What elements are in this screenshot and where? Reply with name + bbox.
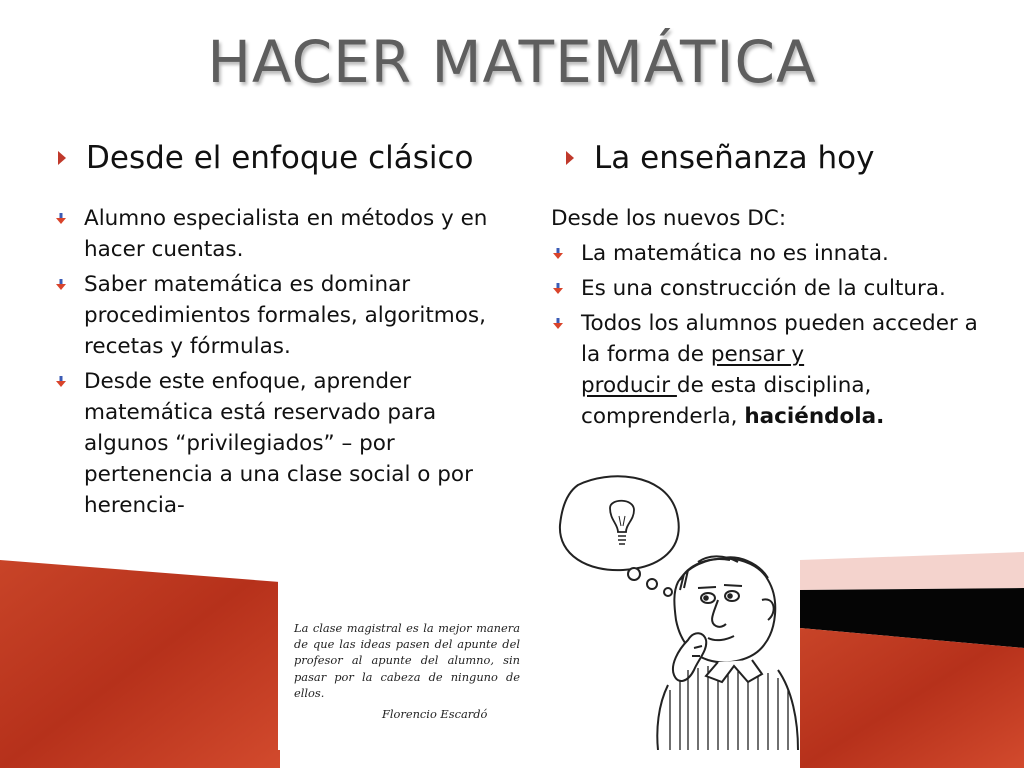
list-item: Es una construcción de la cultura. — [551, 273, 981, 304]
arrow-bullet-icon — [56, 279, 66, 291]
list-item: Saber matemática es dominar procedimientos formales, algoritmos, recetas y fórmulas. — [54, 269, 494, 362]
right-red-band — [800, 628, 1024, 768]
list-item: Desde este enfoque, aprender matemática está reservado para algunos “privilegiados” – por pertenencia a una clase social o por herencia- — [54, 366, 494, 521]
list-item: La matemática no es innata. — [551, 238, 981, 269]
arrow-bullet-icon — [56, 376, 66, 388]
right-heading — [566, 140, 874, 176]
list-item: Alumno especialista en métodos y en hacer cuentas. — [54, 203, 494, 265]
thinking-man-illustration — [548, 470, 800, 750]
left-heading — [58, 140, 474, 176]
left-list — [54, 203, 494, 525]
triangle-bullet-icon — [58, 151, 66, 165]
right-intro: Desde los nuevos DC: — [551, 206, 787, 231]
arrow-bullet-icon — [553, 318, 563, 330]
quote-author: Florencio Escardó — [382, 707, 488, 721]
right-list — [551, 203, 981, 436]
right-heading-text: La enseñanza hoy — [594, 140, 875, 176]
slide-title: HACER MATEMÁTICA — [207, 28, 817, 96]
triangle-bullet-icon — [566, 151, 574, 165]
arrow-bullet-icon — [553, 283, 563, 295]
left-heading-text: Desde el enfoque clásico — [86, 140, 474, 176]
quote-text: La clase magistral es la mejor manera de que las ideas pasen del apunte del profesor al apunte del alumno, sin pasar por la cabeza de ninguno de ellos. — [294, 621, 520, 700]
right-pink-band — [800, 552, 1024, 590]
left-red-band — [0, 560, 280, 768]
list-item: Todos los alumnos pueden acceder a la forma de pensar y producir de esta disciplina, comprenderla, haciéndola. — [551, 308, 981, 432]
arrow-bullet-icon — [553, 248, 563, 260]
arrow-bullet-icon — [56, 213, 66, 225]
